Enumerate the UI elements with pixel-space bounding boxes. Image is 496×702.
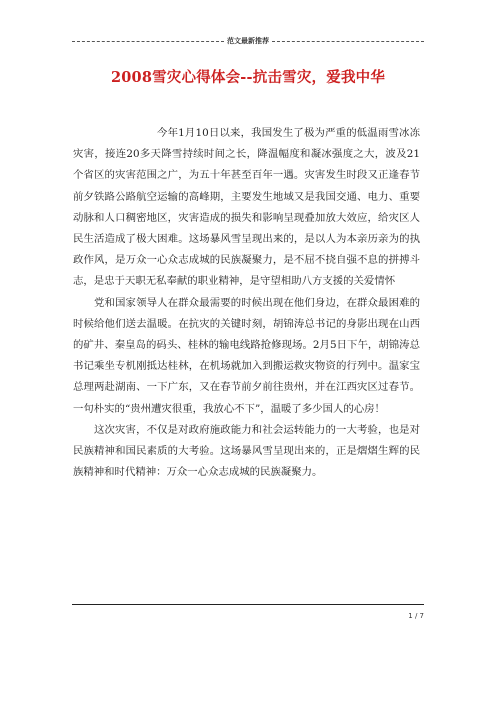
- header-dashed-line-right: [272, 41, 424, 42]
- document-body: [73, 123, 420, 483]
- document-title: 2008雪灾心得体会--抗击雪灾，爱我中华: [110, 69, 386, 86]
- header-label: 范文最新推荐: [227, 37, 269, 45]
- header-dashed-line-left: [72, 41, 224, 42]
- page-header: [72, 37, 424, 45]
- paragraph-3: 这次灾害，不仅是对政府施政能力和社会运转能力的一大考验，也是对民族精神和国民素质的大考验。这场暴风雪呈现出来的，正是熠熠生辉的民族精神和时代精神：万众一心众志成城的民族凝聚力。: [73, 423, 420, 479]
- paragraph-2: 党和国家领导人在群众最需要的时候出现在他们身边，在群众最困难的时候给他们送去温暖。在抗灾的关键时刻，胡锦涛总书记的身影出现在山西的矿井、秦皇岛的码头、桂林的输电线路抢修现场。2月5日下午，胡锦涛总书记乘坐专机刚抵达桂林，在机场就加入到搬运救灾物资的行列中。温家宝总理两赴湖南、一下广东，又在春节前夕前往贵州，并在江西灾区过春节。一句朴实的“贵州遭灾很重，我放心不下”，温暖了多少国人的心房！: [73, 296, 420, 415]
- paragraph-1: 今年1月10日以来，我国发生了极为严重的低温雨雪冰冻灾害，接连20多天降雪持续时间之长，降温幅度和凝冰强度之大，波及21个省区的灾害范围之广，为五十年甚至百年一遇。灾害发生时段又正逢春节前夕铁路公路航空运输的高峰期，主要发生地域又是我国交通、电力、重要动脉和人口稠密地区，灾害造成的损失和影响呈现叠加放大效应，给灾区人民生活造成了极大困难。这场暴风雪呈现出来的，是以人为本亲历亲为的执政作风，是万众一心众志成城的民族凝聚力，是不屈不挠自强不息的拼搏斗志，是忠于天职无私奉献的职业精神，是守望相助八方支援的关爱情怀: [73, 127, 420, 288]
- page-number: 1 / 7: [408, 612, 424, 620]
- footer-rule: [72, 604, 424, 605]
